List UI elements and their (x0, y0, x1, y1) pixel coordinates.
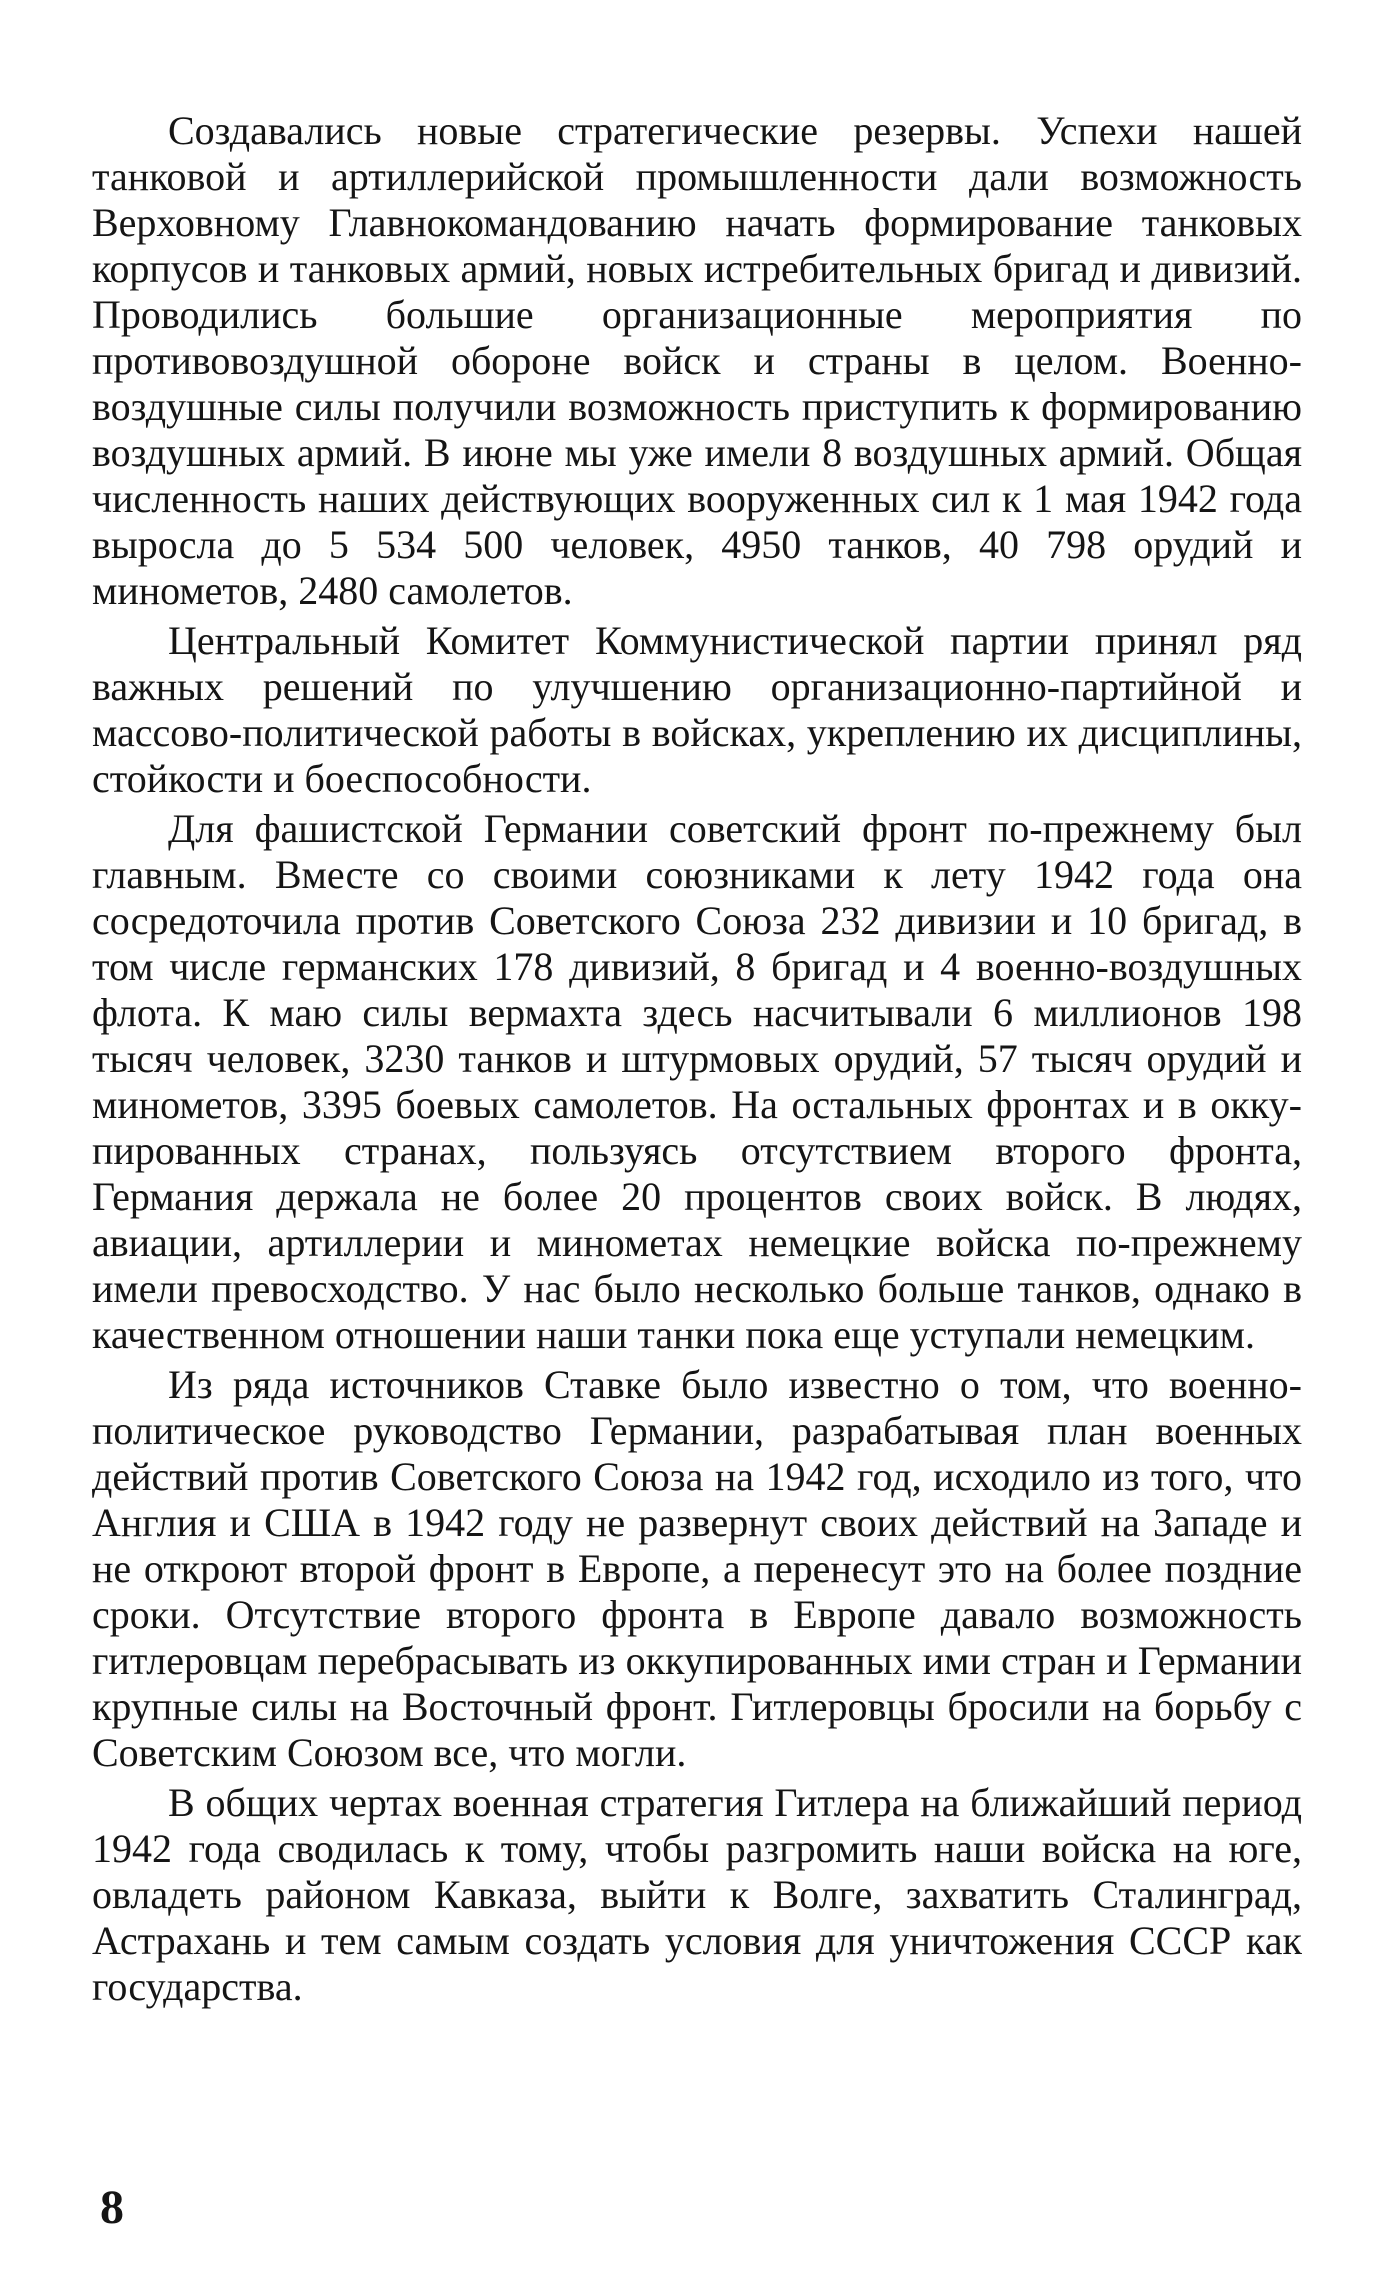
paragraph-central-committee: Центральный Комитет Коммунистической партии принял ряд важных решений по улучшению организационно-партийной и массово-политической работы в войсках, укреплению их дисциплины, стойкости и боеспособности. (92, 618, 1302, 801)
paragraph-strategic-reserves: Создавались новые стратегические резервы. Успехи нашей танковой и артиллерийской промышленности дали возможность Верховному Главнокомандованию начать формирование танковых корпусов и танковых армий, новых истребительных бригад и дивизий. Проводились большие организационные мероприятия по противовоздушной обороне войск и страны в целом. Военно-воздушные силы получили возможность приступить к формированию воздушных армий. В июне мы уже имели 8 воздушных армий. Общая численность наших действующих вооруженных сил к 1 мая 1942 года выросла до 5 534 500 человек, 4950 танков, 40 798 орудий и минометов, 2480 самолетов. (92, 108, 1302, 613)
paragraph-german-forces: Для фашистской Германии советский фронт по-прежнему был главным. Вместе со своими союзниками к лету 1942 года она сосредоточила против Советского Союза 232 дивизии и 10 бригад, в том числе германских 178 дивизий, 8 бригад и 4 военно-воздушных флота. К маю силы вермахта здесь насчитывали 6 миллионов 198 тысяч человек, 3230 танков и штурмовых орудий, 57 тысяч орудий и минометов, 3395 боевых самолетов. На остальных фронтах и в оккупированных странах, пользуясь отсутствием второго фронта, Германия держала не более 20 процентов своих войск. В людях, авиации, артиллерии и минометах немецкие войска по-прежнему имели превосходство. У нас было несколько больше танков, однако в качественном отношении наши танки пока еще уступали немецким. (92, 806, 1302, 1357)
page-number: 8 (100, 2181, 124, 2234)
paragraph-hitler-strategy: В общих чертах военная стратегия Гитлера на ближайший период 1942 года сводилась к тому, чтобы разгромить наши войска на юге, овладеть районом Кавказа, выйти к Волге, захватить Сталинград, Астрахань и тем самым создать условия для уничтожения СССР как государства. (92, 1780, 1302, 2009)
paragraph-stavka-sources: Из ряда источников Ставке было известно о том, что военно-политическое руководство Германии, разрабатывая план военных действий против Советского Союза на 1942 год, исходило из того, что Англия и США в 1942 году не развернут своих действий на Западе и не откроют второй фронт в Европе, а перенесут это на более поздние сроки. Отсутствие второго фронта в Европе давало возможность гитлеровцам перебрасывать из оккупированных ими стран и Германии крупные силы на Восточный фронт. Гитлеровцы бросили на борьбу с Советским Союзом все, что могли. (92, 1362, 1302, 1775)
body-text (92, 108, 1302, 2014)
